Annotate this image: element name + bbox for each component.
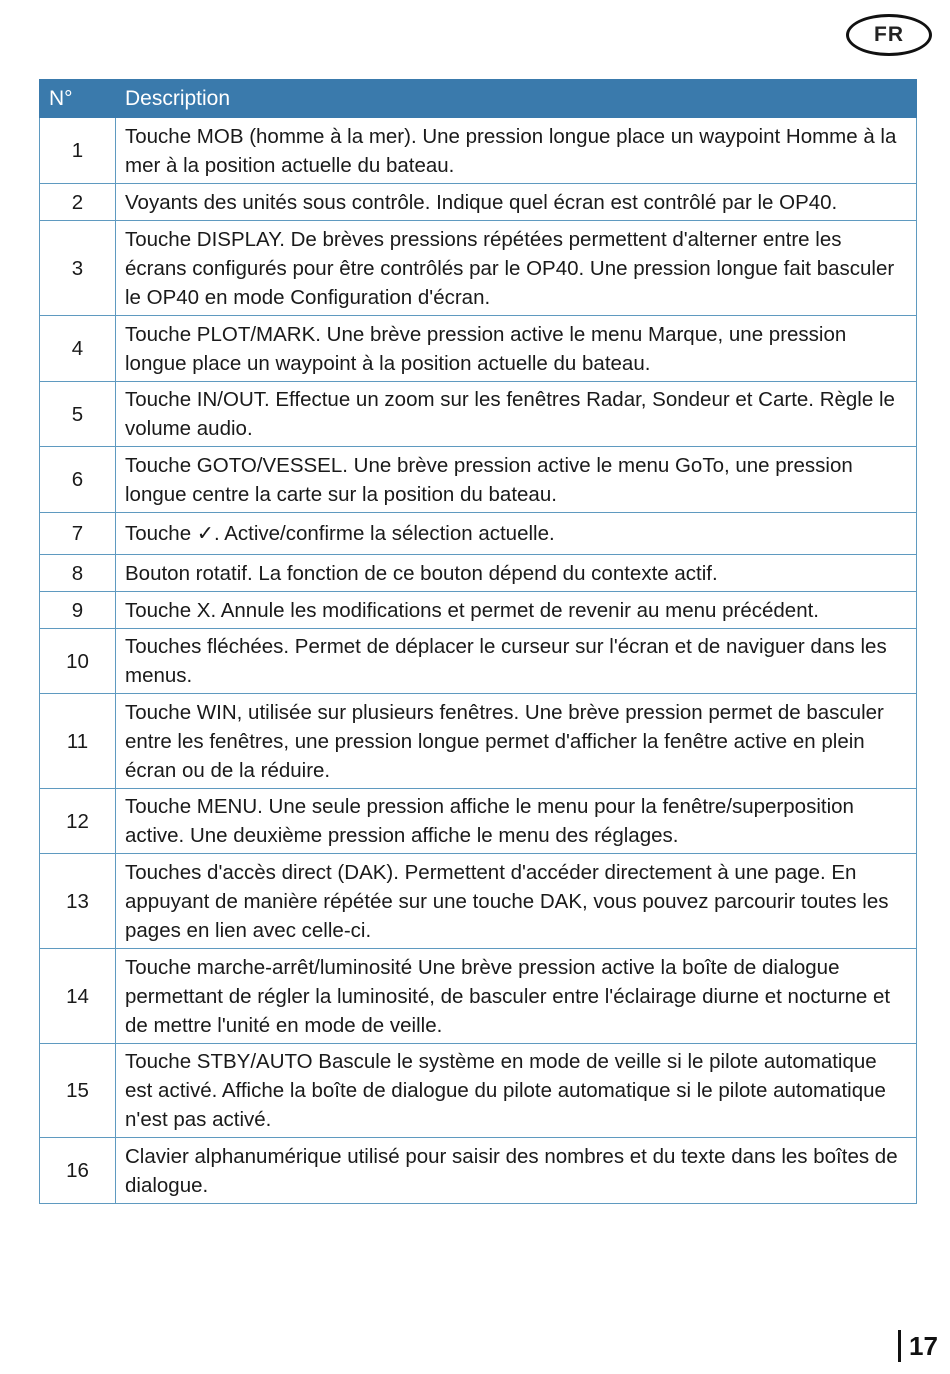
row-number: 11 <box>40 694 116 789</box>
table-row <box>40 316 917 382</box>
row-number: 7 <box>40 513 116 555</box>
table-row <box>40 789 917 854</box>
table-row <box>40 555 917 592</box>
table-row <box>40 221 917 316</box>
row-number: 13 <box>40 854 116 949</box>
row-description: Touche MENU. Une seule pression affiche le menu pour la fenêtre/superposition active. Une deuxième pression affiche le menu des réglages. <box>116 789 917 854</box>
row-description: Touche GOTO/VESSEL. Une brève pression active le menu GoTo, une pression longue centre la carte sur la position du bateau. <box>116 447 917 513</box>
table-row <box>40 1044 917 1138</box>
row-description: Touche X. Annule les modifications et permet de revenir au menu précédent. <box>116 592 917 629</box>
row-description: Touches fléchées. Permet de déplacer le curseur sur l'écran et de naviguer dans les menus. <box>116 629 917 694</box>
table-row <box>40 118 917 184</box>
row-number: 12 <box>40 789 116 854</box>
row-description: Touche MOB (homme à la mer). Une pression longue place un waypoint Homme à la mer à la position actuelle du bateau. <box>116 118 917 184</box>
row-description: Touche IN/OUT. Effectue un zoom sur les fenêtres Radar, Sondeur et Carte. Règle le volume audio. <box>116 382 917 447</box>
table-row <box>40 513 917 555</box>
table-header-row <box>40 80 917 118</box>
row-description: Touche STBY/AUTO Bascule le système en mode de veille si le pilote automatique est activé. Affiche la boîte de dialogue du pilote automatique si le pilote automatique n'est pas activé. <box>116 1044 917 1138</box>
row-number: 2 <box>40 184 116 221</box>
table-row <box>40 447 917 513</box>
row-number: 6 <box>40 447 116 513</box>
table-row <box>40 382 917 447</box>
row-number: 15 <box>40 1044 116 1138</box>
row-description: Touche PLOT/MARK. Une brève pression active le menu Marque, une pression longue place un waypoint à la position actuelle du bateau. <box>116 316 917 382</box>
row-description: Voyants des unités sous contrôle. Indique quel écran est contrôlé par le OP40. <box>116 184 917 221</box>
language-badge: FR <box>846 14 932 56</box>
row-number: 16 <box>40 1138 116 1204</box>
row-number: 8 <box>40 555 116 592</box>
row-number: 5 <box>40 382 116 447</box>
row-number: 4 <box>40 316 116 382</box>
row-description: Touche ✓. Active/confirme la sélection actuelle. <box>116 513 917 555</box>
row-description: Clavier alphanumérique utilisé pour saisir des nombres et du texte dans les boîtes de dialogue. <box>116 1138 917 1204</box>
row-description: Touche WIN, utilisée sur plusieurs fenêtres. Une brève pression permet de basculer entre les fenêtres, une pression longue permet d'afficher la fenêtre active en plein écran ou de la réduire. <box>116 694 917 789</box>
table-row <box>40 184 917 221</box>
description-table <box>39 79 917 1204</box>
header-description: Description <box>116 80 917 118</box>
table-row <box>40 1138 917 1204</box>
row-number: 10 <box>40 629 116 694</box>
table-row <box>40 694 917 789</box>
row-number: 1 <box>40 118 116 184</box>
table-row <box>40 592 917 629</box>
table-row <box>40 949 917 1044</box>
header-number: N° <box>40 80 116 118</box>
row-number: 14 <box>40 949 116 1044</box>
table-row <box>40 629 917 694</box>
row-description: Touche DISPLAY. De brèves pressions répétées permettent d'alterner entre les écrans configurés pour être contrôlés par le OP40. Une pression longue fait basculer le OP40 en mode Configuration d'écran. <box>116 221 917 316</box>
row-description: Touche marche-arrêt/luminosité Une brève pression active la boîte de dialogue permettant de régler la luminosité, de basculer entre l'éclairage diurne et nocturne et de mettre l'unité en mode de veille. <box>116 949 917 1044</box>
table-row <box>40 854 917 949</box>
row-number: 9 <box>40 592 116 629</box>
page-number: 17 <box>898 1330 938 1362</box>
row-description: Touches d'accès direct (DAK). Permettent d'accéder directement à une page. En appuyant de manière répétée sur une touche DAK, vous pouvez parcourir toutes les pages en lien avec celle-ci. <box>116 854 917 949</box>
row-number: 3 <box>40 221 116 316</box>
row-description: Bouton rotatif. La fonction de ce bouton dépend du contexte actif. <box>116 555 917 592</box>
